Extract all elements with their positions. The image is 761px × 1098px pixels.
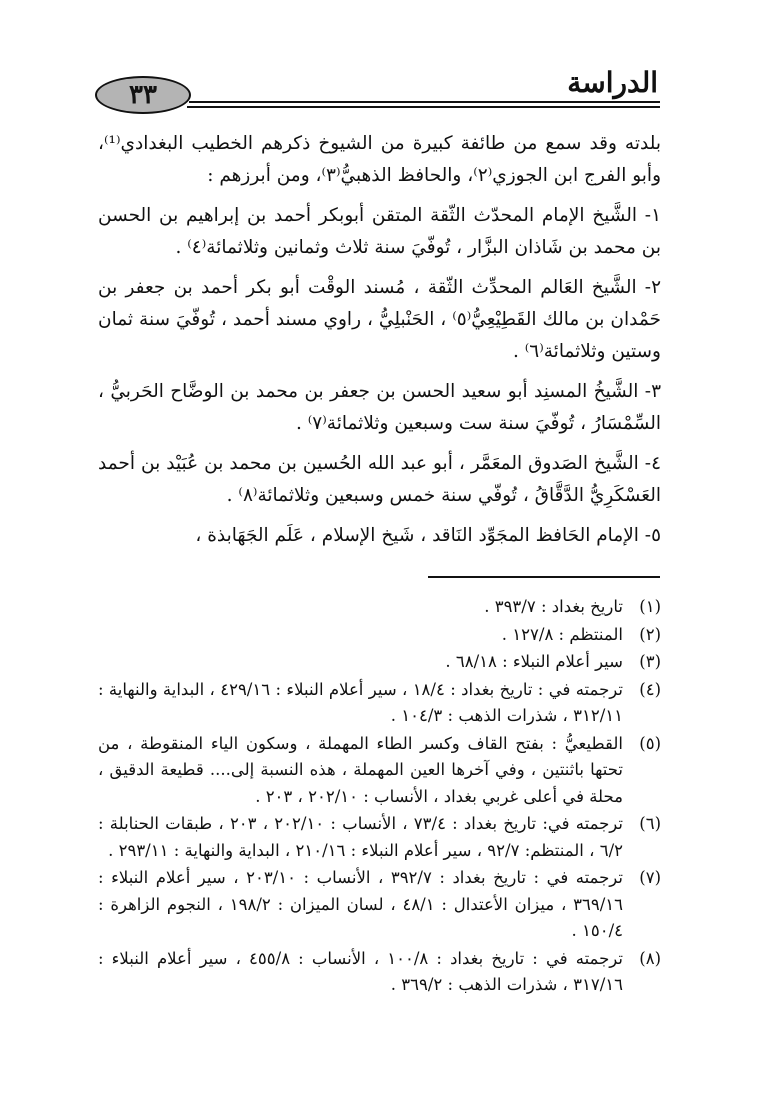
- paragraph-intro: بلدته وقد سمع من طائفة كبيرة من الشيوخ ذكرهم الخطيب البغدادي⁽¹⁾، وأبو الفرج ابن الجوزي⁽٢⁾، والحافظ الذهبيُّ⁽٣⁾، ومن أبرزهم :: [98, 133, 661, 186]
- footnote-text: ترجمته في: تاريخ بغداد : ٧٣/٤ ، الأنساب : ٢٠٢/١٠ ، ٢٠٣ ، طبقات الحنابلة : ٦/٢ ، المنتظم: ٩٢/٧ ، سير أعلام النبلاء : ٢١٠/١٦ ، البداية والنهاية : ٢٩٣/١١ .: [98, 814, 623, 860]
- paragraph-teacher-1: ١- الشَّيخ الإمام المحدّث الثّقة المتقن أبوبكر أحمد بن إبراهيم بن الحسن بن محمد بن شَاذان البزَّار ، تُوفّيَ سنة ثلاث وثمانين وثلاثمائة⁽٤⁾ .: [98, 205, 661, 258]
- footnote-item: [98, 677, 661, 730]
- footnote-number: (٢): [639, 624, 661, 644]
- footnote-text: ترجمته في : تاريخ بغداد : ١٨/٤ ، سير أعلام النبلاء : ٤٢٩/١٦ ، البداية والنهاية : ٣١٢/١١ ، شذرات الذهب : ١٠٤/٣ .: [98, 679, 623, 725]
- footnote-item: [98, 865, 661, 945]
- header-rule: [189, 101, 660, 103]
- footnote-text: ترجمته في : تاريخ بغداد : ٣٩٢/٧ ، الأنساب : ٢٠٣/١٠ ، سير أعلام النبلاء : ٣٦٩/١٦ ، ميزان الأعتدال : ٤٨/١ ، لسان الميزان : ١٩٨/٢ ، النجوم الزاهرة : ١٥٠/٤ .: [98, 868, 623, 940]
- footnote-item: [98, 731, 661, 811]
- header-rule-double: [187, 106, 660, 108]
- footnote-item: [98, 594, 661, 621]
- footnote-number: (٧): [639, 868, 661, 887]
- footnotes: [98, 594, 661, 1000]
- footnote-text: المنتظم : ١٢٧/٨ .: [501, 624, 623, 644]
- footnote-text: تاريخ بغداد : ٣٩٣/٧ .: [484, 597, 623, 616]
- footnote-item: [98, 811, 661, 864]
- main-text: [98, 128, 661, 552]
- footnote-item: [98, 622, 661, 649]
- page-number-badge: [95, 76, 191, 114]
- footnote-number: (١): [639, 597, 661, 616]
- footnote-separator: [428, 576, 660, 578]
- page-header: [95, 64, 660, 116]
- paragraph-teacher-4: ٤- الشَّيخ الصَدوق المعَمَّر ، أبو عبد الله الحُسين بن محمد بن عُبَيْد بن أحمد العَسْكَرِيُّ الدَّقَّاقُ ، تُوفّي سنة خمس وسبعين وثلاثمائة⁽٨⁾ .: [98, 453, 661, 506]
- footnote-item: [98, 649, 661, 676]
- footnote-text: ترجمته في : تاريخ بغداد : ١٠٠/٨ ، الأنساب : ٤٥٥/٨ ، سير أعلام النبلاء : ٣١٧/١٦ ، شذرات الذهب : ٣٦٩/٢ .: [98, 948, 623, 994]
- paragraph-teacher-3: ٣- الشَّيخُ المسنِد أبو سعيد الحسن بن جعفر بن محمد بن الوضَّاح الحَربيُّ ، السِّمْسَارُ ، تُوفّيَ سنة ست وسبعين وثلاثمائة⁽٧⁾ .: [98, 381, 661, 434]
- footnote-number: (٤): [639, 679, 661, 699]
- footnote-number: (٥): [639, 733, 661, 753]
- footnote-item: [98, 946, 661, 999]
- footnote-number: (٨): [639, 948, 661, 968]
- footnote-text: سير أعلام النبلاء : ٦٨/١٨ .: [445, 652, 623, 671]
- footnote-text: القطيعيُّ : بفتح القاف وكسر الطاء المهملة ، وسكون الياء المنقوطة ، من تحتها باثنتين ، وفي آخرها العين المهملة ، هذه النسبة إلى.... قطيعة الدقيق ، محلة في أعلى غربي بغداد ، الأنساب : ٢٠٢/١٠ ، ٢٠٣ .: [98, 733, 623, 806]
- paragraph-teacher-5: ٥- الإمام الحَافظ المجَوِّد النَاقد ، شَيخ الإسلام ، عَلَم الجَهَابذة ،: [195, 525, 661, 546]
- footnote-number: (٦): [639, 814, 661, 833]
- page-number: ٣٣: [129, 80, 157, 110]
- paragraph-teacher-2: ٢- الشَّيخ العَالم المحدِّث الثّقة ، مُسند الوقْت أبو بكر أحمد بن جعفر بن حَمْدان بن مالك القَطِيْعِيُّ⁽٥⁾ ، الحَنْبلِيُّ ، راوي مسند أحمد ، تُوفّيَ سنة ثمان وستين وثلاثمائة⁽٦⁾ .: [98, 277, 661, 362]
- footnote-number: (٣): [639, 652, 661, 671]
- running-title: الدراسة: [567, 66, 658, 99]
